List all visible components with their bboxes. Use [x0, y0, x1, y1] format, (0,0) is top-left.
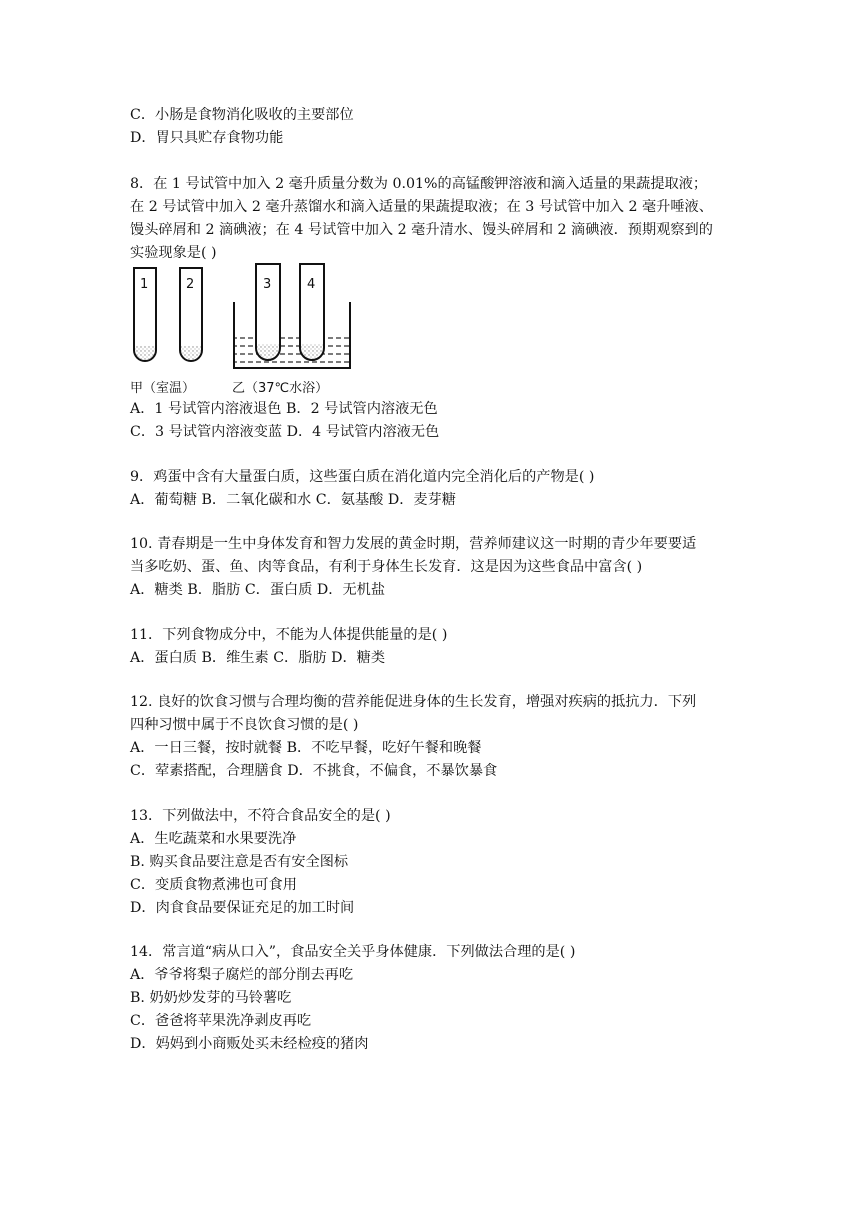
water-bath — [234, 302, 350, 368]
tube-label-3: 3 — [263, 277, 272, 292]
q13-stem: 13．下列做法中，不符合食品安全的是( ) — [130, 808, 391, 824]
q13-option-c: C．变质食物煮沸也可食用 — [130, 877, 297, 893]
q12-options-line-2: C．荤素搭配，合理膳食 D．不挑食，不偏食，不暴饮暴食 — [130, 763, 498, 779]
q9-options: A．葡萄糖 B．二氧化碳和水 C．氨基酸 D．麦芽糖 — [130, 492, 456, 508]
q14-option-d: D．妈妈到小商贩处买未经检疫的猪肉 — [130, 1036, 369, 1052]
q13-option-b: B. 购买食品要注意是否有安全图标 — [130, 854, 349, 870]
q12-stem-line-1: 12. 良好的饮食习惯与合理均衡的营养能促进身体的生长发育，增强对疾病的抵抗力．下列 — [130, 694, 697, 710]
prev-option-c: C．小肠是食物消化吸收的主要部位 — [130, 107, 354, 123]
tube-label-4: 4 — [307, 277, 316, 292]
q14-option-a: A．爷爷将梨子腐烂的部分削去再吃 — [130, 967, 354, 983]
q9-stem: 9．鸡蛋中含有大量蛋白质，这些蛋白质在消化道内完全消化后的产物是( ) — [130, 469, 595, 485]
q8-options-line-2: C．3 号试管内溶液变蓝 D．4 号试管内溶液无色 — [130, 424, 440, 440]
q10-stem-line-1: 10. 青春期是一生中身体发育和智力发展的黄金时期，营养师建议这一时期的青少年要要适 — [130, 536, 697, 552]
test-tube-figure — [128, 262, 368, 398]
q12-options-line-1: A．一日三餐，按时就餐 B．不吃早餐，吃好午餐和晚餐 — [130, 740, 482, 756]
q8-options-line-1: A．1 号试管内溶液退色 B．2 号试管内溶液无色 — [130, 401, 438, 417]
q8-stem-line-2: 在 2 号试管中加入 2 毫升蒸馏水和滴入适量的果蔬提取液；在 3 号试管中加入 2 毫升唾液、 — [130, 199, 713, 215]
q13-option-a: A．生吃蔬菜和水果要洗净 — [130, 831, 297, 847]
q8-stem-line-1: 8．在 1 号试管中加入 2 毫升质量分数为 0.01%的高锰酸钾溶液和滴入适量的果蔬提取液； — [130, 176, 708, 192]
q14-option-c: C．爸爸将苹果洗净剥皮再吃 — [130, 1013, 312, 1029]
q14-stem: 14．常言道“病从口入”，食品安全关乎身体健康．下列做法合理的是( ) — [130, 944, 576, 960]
q10-options: A．糖类 B．脂肪 C．蛋白质 D．无机盐 — [130, 582, 386, 598]
prev-option-d: D．胃只具贮存食物功能 — [130, 130, 284, 146]
q11-stem: 11．下列食物成分中，不能为人体提供能量的是( ) — [130, 627, 448, 643]
q13-option-d: D．肉食食品要保证充足的加工时间 — [130, 900, 355, 916]
caption-room-temp: 甲（室温） — [130, 381, 196, 396]
q11-options: A．蛋白质 B．维生素 C．脂肪 D．糖类 — [130, 650, 386, 666]
caption-water-bath: 乙（37℃水浴） — [232, 381, 329, 396]
q8-stem-line-3: 馒头碎屑和 2 滴碘液；在 4 号试管中加入 2 毫升清水、馒头碎屑和 2 滴碘液．预期观察到的 — [130, 222, 713, 238]
q12-stem-line-2: 四种习惯中属于不良饮食习惯的是( ) — [130, 717, 359, 733]
tube-label-2: 2 — [186, 277, 195, 292]
q10-stem-line-2: 当多吃奶、蛋、鱼、肉等食品，有利于身体生长发育．这是因为这些食品中富含( ) — [130, 559, 643, 575]
q14-option-b: B. 奶奶炒发芽的马铃薯吃 — [130, 990, 292, 1006]
q8-stem-line-4: 实验现象是( ) — [130, 245, 217, 261]
test-tube-diagram — [128, 262, 368, 398]
tube-label-1: 1 — [140, 277, 149, 292]
